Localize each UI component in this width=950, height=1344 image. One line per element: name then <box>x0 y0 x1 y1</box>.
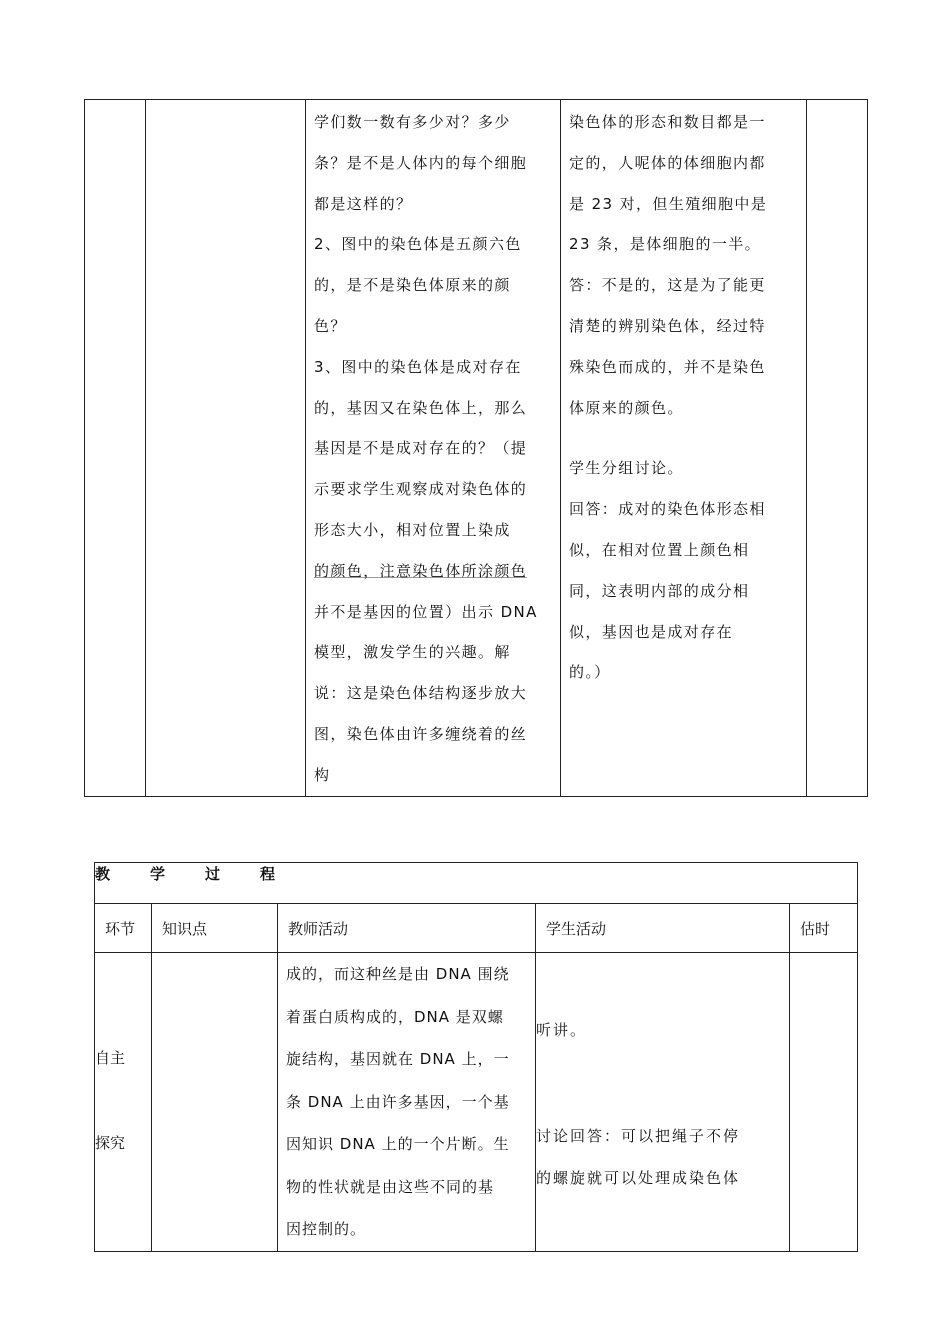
teacher-activity-cell <box>278 953 536 1252</box>
text-line: 的颜色，注意染色体所涂颜色 <box>314 561 528 580</box>
time-cell <box>790 953 858 1252</box>
text-line: 色？ <box>314 316 347 335</box>
text-line: 条？是不是人体内的每个细胞 <box>314 153 528 172</box>
text-line: 因控制的。 <box>286 1220 367 1238</box>
student-activity-cell <box>536 953 790 1252</box>
text-line: 的螺旋就可以处理成染色体 <box>536 1169 741 1187</box>
lesson-table-continued <box>84 99 868 797</box>
stage-cell <box>95 953 152 1252</box>
text-line: 都是这样的？ <box>314 194 413 213</box>
student-activity-text <box>561 100 806 693</box>
teaching-process-table <box>94 862 858 1252</box>
text-line: 因知识 DNA 上的一个片断。生 <box>286 1135 510 1153</box>
text-line: 同，这表明内部的成分相 <box>569 581 750 600</box>
text-line: 示要求学生观察成对染色体的 <box>314 480 528 499</box>
text-line: 构 <box>314 765 331 784</box>
text-line: 染色体的形态和数目都是一 <box>569 113 766 131</box>
text-line: 图，染色体由许多缠绕着的丝 <box>314 724 528 743</box>
text-line: 似，在相对位置上颜色相 <box>569 540 750 559</box>
text-line: 清楚的辨别染色体，经过特 <box>569 316 766 335</box>
knowledge-cell <box>152 953 278 1252</box>
header-teacher: 教师活动 <box>278 904 536 953</box>
teacher-activity-text <box>306 100 560 796</box>
text-line: 条 DNA 上由许多基因，一个基 <box>286 1092 510 1111</box>
text-line: 的。） <box>569 663 611 682</box>
teacher-activity-cell <box>306 100 561 797</box>
text-line: 物的性状就是由这些不同的基 <box>286 1177 495 1196</box>
header-knowledge: 知识点 <box>152 904 278 953</box>
header-stage: 环节 <box>95 904 152 953</box>
text-line: 学生分组讨论。 <box>569 459 684 478</box>
student-activity-cell <box>561 100 807 797</box>
text-line: 是 23 对，但生殖细胞中是 <box>569 194 768 213</box>
text-line: 2、图中的染色体是五颜六色 <box>314 235 522 254</box>
knowledge-cell <box>146 100 306 797</box>
text-line: 说：这是染色体结构逐步放大 <box>314 684 528 703</box>
text-line: 形态大小，相对位置上染成 <box>314 520 511 539</box>
text-line: 旋结构，基因就在 DNA 上，一 <box>286 1050 510 1068</box>
stage-line: 探究 <box>95 1134 126 1152</box>
text-line: 答：不是的，这是为了能更 <box>569 276 766 295</box>
title-char: 学 <box>150 865 168 883</box>
text-line: 定的，人呢体的体细胞内都 <box>569 153 766 172</box>
text-line: 模型，激发学生的兴趣。解 <box>314 643 511 662</box>
title-char: 程 <box>260 865 278 883</box>
table-title <box>95 863 858 904</box>
text-line: 殊染色而成的，并不是染色 <box>569 357 766 376</box>
text-line: 基因是不是成对存在的？（提 <box>314 439 528 458</box>
text-line: 听讲。 <box>536 1021 588 1039</box>
text-line: 成的，而这种丝是由 DNA 围绕 <box>286 965 510 983</box>
text-line: 并不是基因的位置）出示 DNA <box>314 602 538 621</box>
title-char: 过 <box>205 865 223 883</box>
time-cell <box>807 100 868 797</box>
text-line: 似，基因也是成对存在 <box>569 622 734 641</box>
header-student: 学生活动 <box>536 904 790 953</box>
text-line: 23 条，是体细胞的一半。 <box>569 235 762 254</box>
text-line: 的，基因又在染色体上，那么 <box>314 398 528 417</box>
text-line: 3、图中的染色体是成对存在 <box>314 357 522 376</box>
teacher-activity-text <box>278 953 535 1251</box>
text-line: 学们数一数有多少对？多少 <box>314 113 511 131</box>
stage-line: 自主 <box>95 1049 126 1067</box>
header-time: 估时 <box>790 904 858 953</box>
title-char: 教 <box>95 865 113 883</box>
text-line: 的，是不是染色体原来的颜 <box>314 276 511 295</box>
stage-cell <box>85 100 146 797</box>
text-line: 体原来的颜色。 <box>569 398 684 417</box>
text-line: 回答：成对的染色体形态相 <box>569 500 766 519</box>
text-line: 讨论回答：可以把绳子不停 <box>536 1127 741 1145</box>
text-line: 着蛋白质构成的，DNA 是双螺 <box>286 1007 504 1026</box>
